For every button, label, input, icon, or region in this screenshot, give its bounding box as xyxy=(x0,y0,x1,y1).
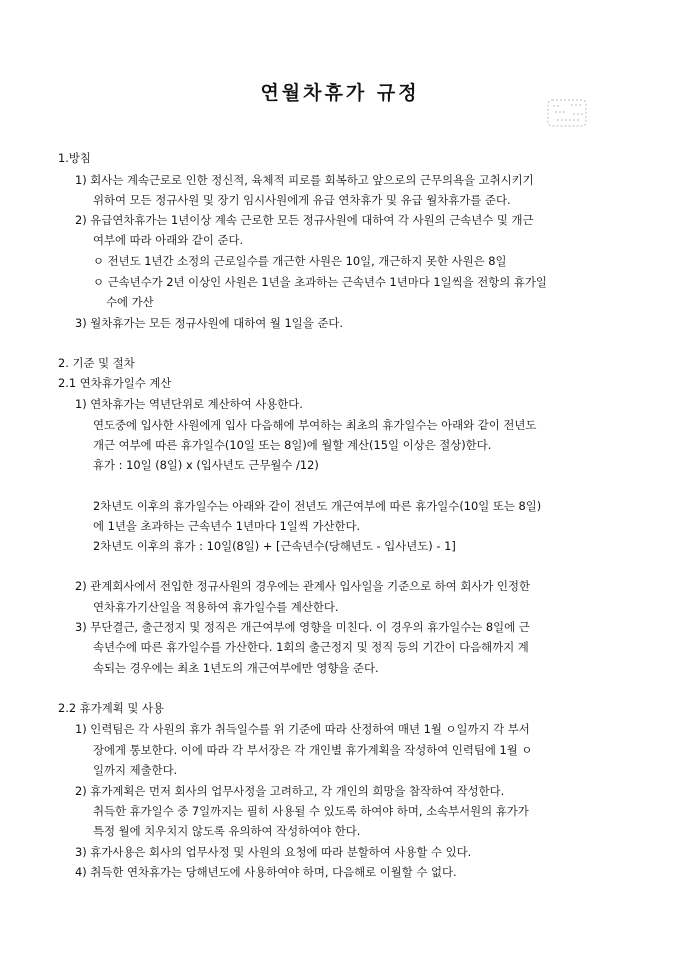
list-item: 2) 관계회사에서 전입한 정규사원의 경우에는 관계사 입사일을 기준으로 하여 회사가 인정한 xyxy=(75,579,531,593)
list-item-continued: 일까지 제출한다. xyxy=(93,763,178,777)
list-item-continued: 장에게 통보한다. 이에 따라 각 부서장은 각 개인별 휴가계획을 작성하여 인력팀에 1월 ㅇ xyxy=(93,743,533,757)
list-item: 2) 유급연차휴가는 1년이상 계속 근로한 모든 정규사원에 대하여 각 사원의 근속년수 및 개근 xyxy=(75,213,534,227)
list-item-continued: 위하여 모든 정규사원 및 장기 임시사원에게 유급 연차휴가 및 유급 월차휴가를 준다. xyxy=(93,193,511,207)
bullet-item: ㅇ 근속년수가 2년 이상인 사원은 1년을 초과하는 근속년수 1년마다 1일씩을 전항의 휴가일 xyxy=(93,275,547,289)
list-item-continued: 속되는 경우에는 최초 1년도의 개근여부에만 영향을 준다. xyxy=(93,661,379,675)
list-item: 1) 연차휴가는 역년단위로 계산하여 사용한다. xyxy=(75,397,303,411)
subsection-heading: 2.2 휴가계획 및 사용 xyxy=(58,701,165,715)
list-item: 1) 인력팀은 각 사원의 휴가 취득일수를 위 기준에 따라 산정하여 매년 1월 ㅇ일까지 각 부서 xyxy=(75,722,530,736)
subsection-heading: 2.1 연차휴가일수 계산 xyxy=(58,376,172,390)
list-item-continued: 여부에 따라 아래와 같이 준다. xyxy=(93,233,244,247)
paragraph-line: 2차년도 이후의 휴가일수는 아래와 같이 전년도 개근여부에 따른 휴가일수(10일 또는 8일) xyxy=(93,499,542,513)
list-item-continued: 연차휴가기산일을 적용하여 휴가일수를 계산한다. xyxy=(93,600,339,614)
list-item: 1) 회사는 계속근로로 인한 정신적, 육체적 피로를 회복하고 앞으로의 근무의욕을 고취시키기 xyxy=(75,173,534,187)
section-heading: 1.방침 xyxy=(58,151,91,165)
list-item-continued: 속년수에 따른 휴가일수를 가산한다. 1회의 출근정지 및 정직 등의 기간이 다음해까지 계 xyxy=(93,640,529,654)
section-heading: 2. 기준 및 절차 xyxy=(58,356,135,370)
list-item-continued: 취득한 휴가일수 중 7일까지는 필히 사용될 수 있도록 하여야 하며, 소속부서원의 휴가가 xyxy=(93,804,529,818)
document-title: 연월차휴가 규정 xyxy=(260,82,420,104)
list-item-continued: 특정 월에 치우치지 않도록 유의하여 작성하여야 한다. xyxy=(93,824,361,838)
list-item: 4) 취득한 연차휴가는 당해년도에 사용하여야 하며, 다음해로 이월할 수 없다. xyxy=(75,865,457,879)
formula-line: 휴가 : 10일 (8일) x (입사년도 근무월수 /12) xyxy=(93,458,319,472)
list-item: 3) 휴가사용은 회사의 업무사정 및 사원의 요청에 따라 분할하여 사용할 수 있다. xyxy=(75,845,472,859)
bullet-item: ㅇ 전년도 1년간 소정의 근로일수를 개근한 사원은 10일, 개근하지 못한 사원은 8일 xyxy=(93,254,507,268)
paragraph-line: 에 1년을 초과하는 근속년수 1년마다 1일씩 가산한다. xyxy=(93,519,361,533)
list-item: 2) 휴가계획은 먼저 회사의 업무사정을 고려하고, 각 개인의 희망을 참작하여 작성한다. xyxy=(75,784,505,798)
formula-line: 2차년도 이후의 휴가 : 10일(8일) + [근속년수(당해년도 - 입사년도) - 1] xyxy=(93,539,456,553)
paragraph-line: 연도중에 입사한 사원에게 입사 다음해에 부여하는 최초의 휴가일수는 아래와 같이 전년도 xyxy=(93,418,537,432)
list-item: 3) 월차휴가는 모든 정규사원에 대하여 월 1일을 준다. xyxy=(75,316,343,330)
list-item: 3) 무단결근, 출근정지 및 정직은 개근여부에 영향을 미친다. 이 경우의 휴가일수는 8일에 근 xyxy=(75,620,530,634)
bullet-item-continued: 수에 가산 xyxy=(106,295,154,309)
paragraph-line: 개근 여부에 따른 휴가일수(10일 또는 8일)에 월할 계산(15일 이상은 절상)한다. xyxy=(93,438,492,452)
